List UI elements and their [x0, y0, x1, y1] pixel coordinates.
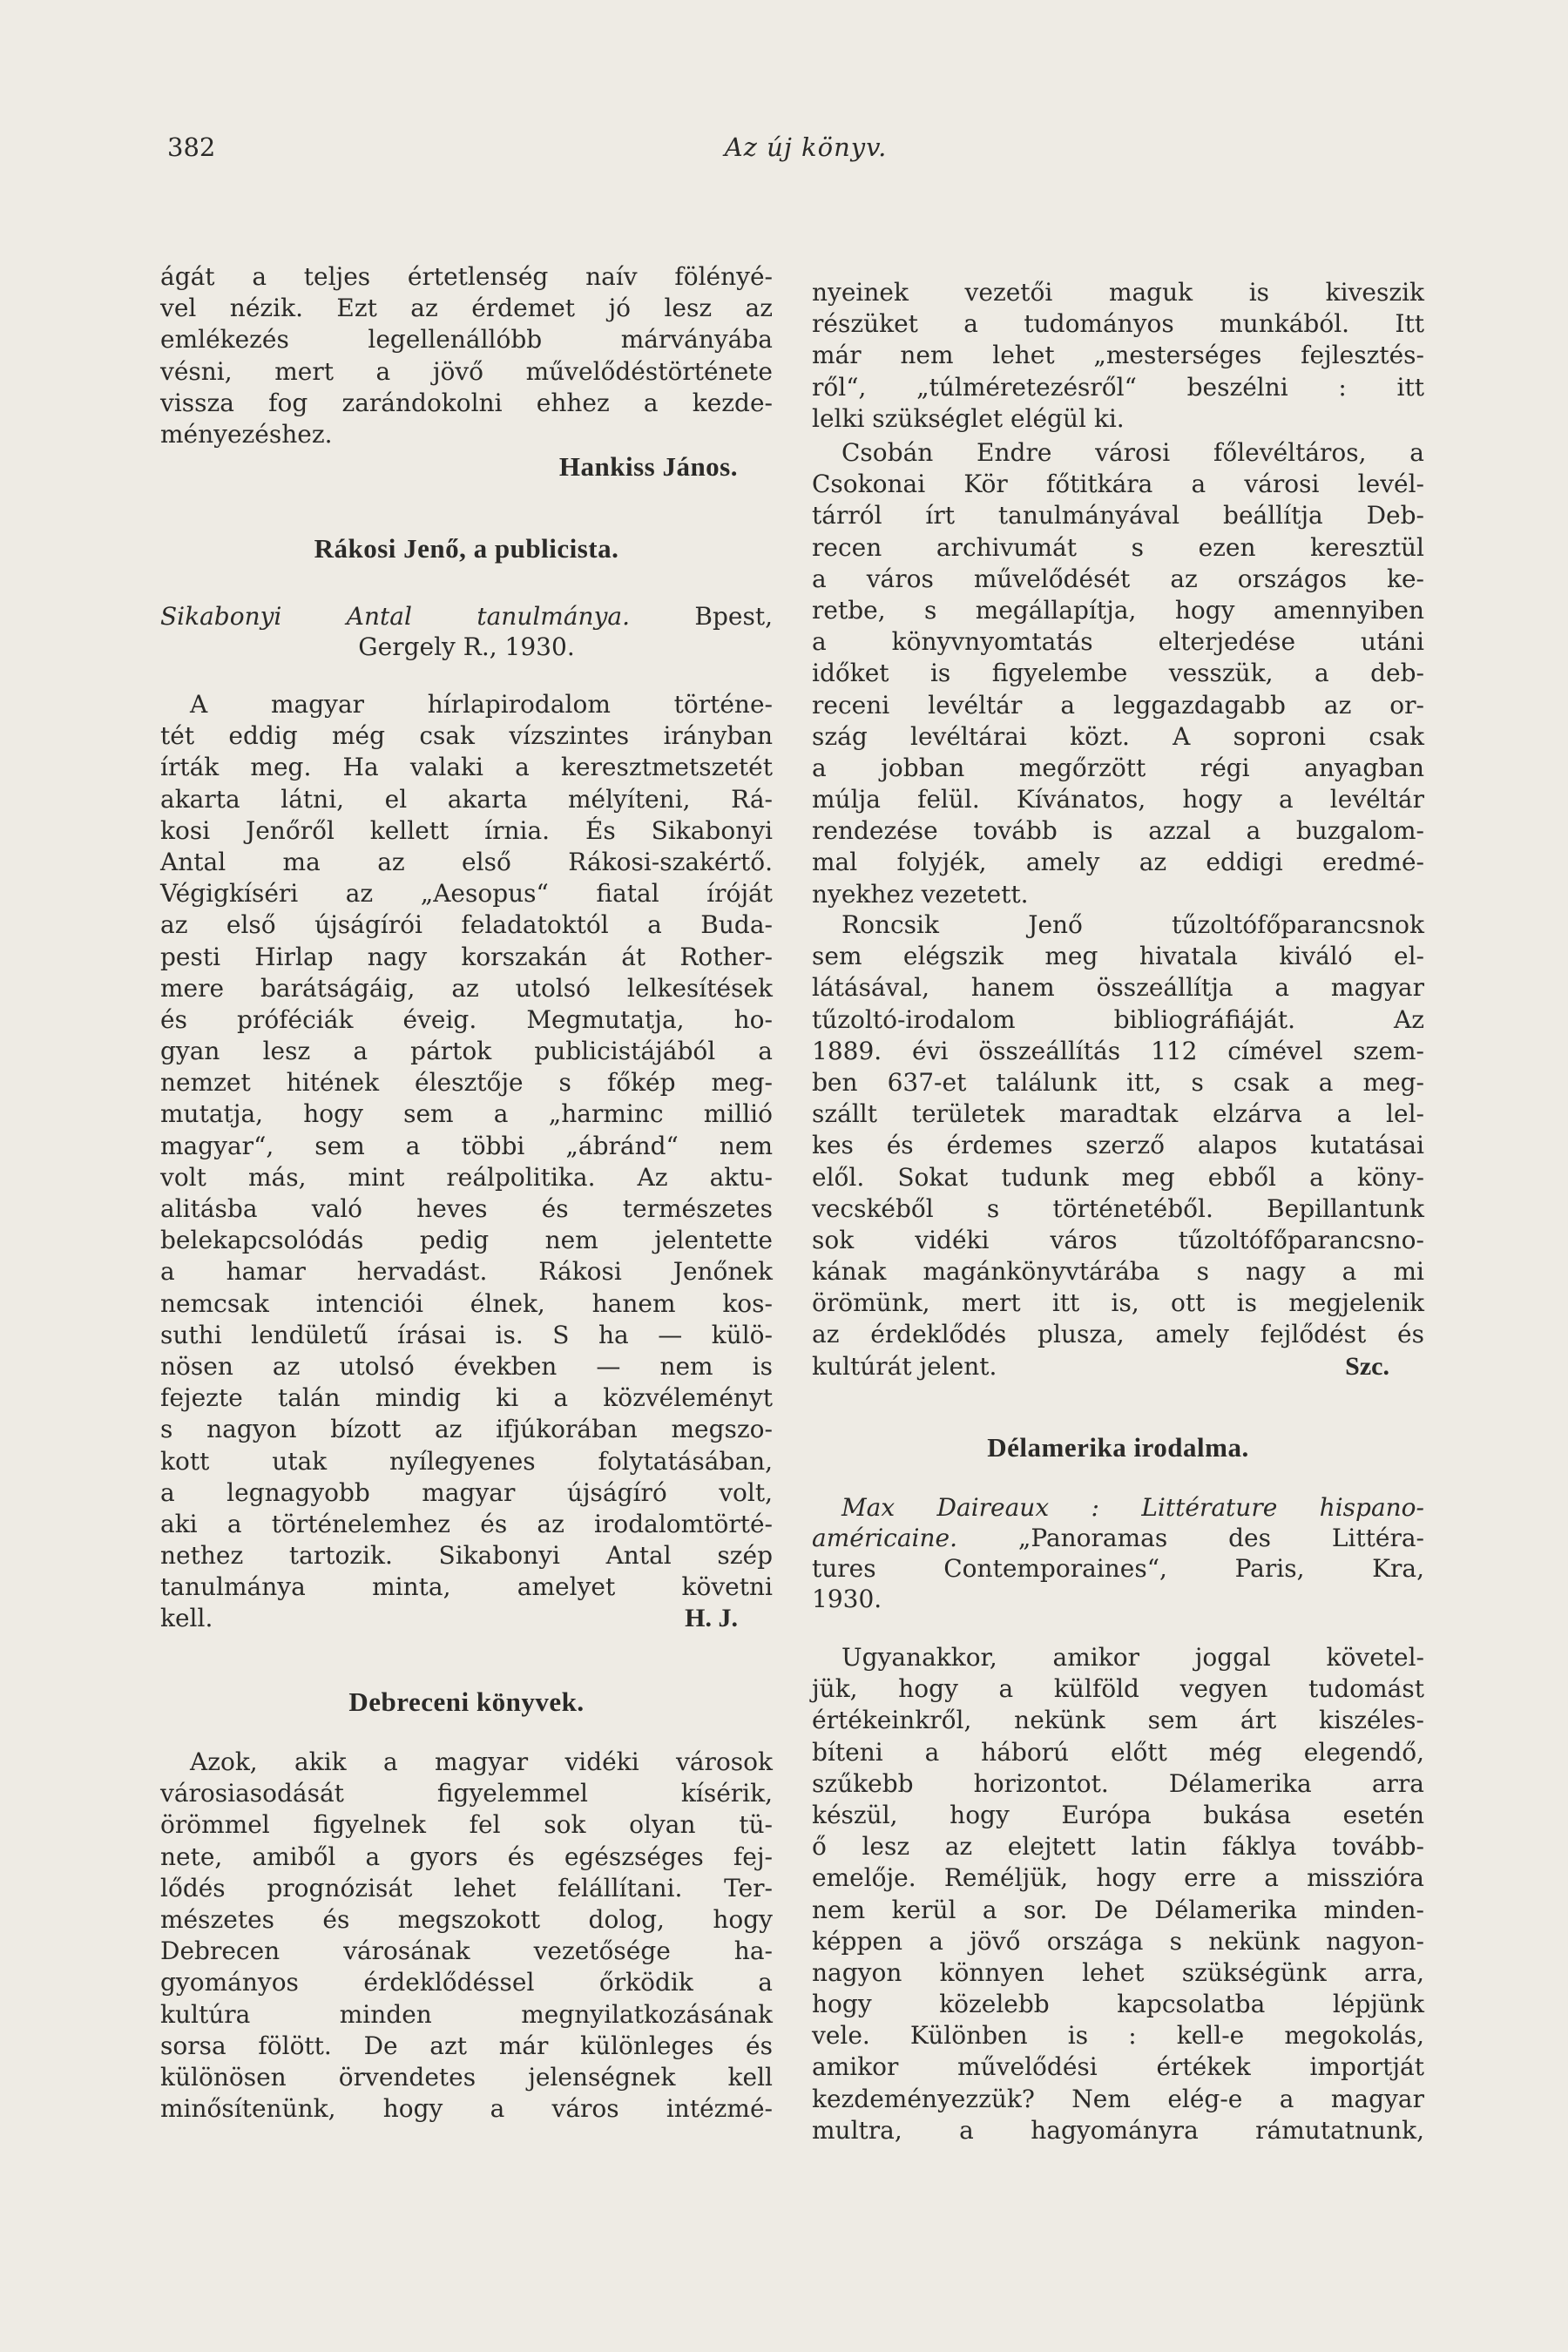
line-text: és próféciák éveig. Megmutatja, ho- [160, 1004, 773, 1034]
line-text: ményezéshez. [160, 419, 333, 449]
paragraph [160, 261, 773, 450]
line-text: kának magánkönyvtárába s nagy a mi [812, 1257, 1424, 1287]
text-line [160, 1904, 773, 1936]
line-text: Ugyanakkor, amikor joggal követel- [841, 1643, 1424, 1672]
text-line [160, 720, 773, 752]
line-text: készül, hogy Európa bukása esetén [812, 1800, 1424, 1829]
line-text: értékeinkről, nekünk sem árt kiszéles- [812, 1706, 1424, 1735]
text-line [160, 1809, 773, 1841]
text-line [812, 1351, 1424, 1382]
line-text: sem elégszik meg hivatala kiváló el- [812, 942, 1424, 971]
line-text: magyar“, sem a többi „ábránd“ nem [160, 1131, 773, 1160]
author-signature: Szc. [1345, 1351, 1389, 1381]
citation-line [160, 601, 773, 632]
line-text: 1889. évi összeállítás 112 címével szem- [812, 1036, 1424, 1065]
line-text: alitásba való heves és természetes [160, 1194, 773, 1223]
line-text: örömünk, mert itt is, ott is megjelenik [812, 1288, 1424, 1318]
text-line [812, 753, 1424, 784]
text-line [160, 689, 773, 720]
text-line [812, 1831, 1424, 1862]
text-line [812, 437, 1424, 469]
page-number: 382 [167, 132, 216, 162]
text-line [160, 909, 773, 941]
line-text: tárról írt tanulmányával beállítja Deb- [812, 501, 1424, 531]
line-text: nagyon könnyen lehet szükségünk arra, [812, 1957, 1424, 1987]
text-line [812, 1067, 1424, 1098]
line-text: akarta látni, el akarta mélyíteni, Rá- [160, 784, 773, 814]
text-line [812, 403, 1424, 435]
text-line [812, 815, 1424, 847]
line-text: Csobán Endre városi főlevéltáros, a [841, 438, 1424, 467]
line-text: ről“, „túlméretezésről“ beszélni : itt [812, 372, 1424, 402]
line-text: tanulmánya minta, amelyet követni [160, 1572, 773, 1602]
text-line [812, 500, 1424, 531]
paragraph [160, 689, 773, 1635]
citation-title: américaine. [812, 1524, 957, 1552]
line-text: képpen a jövő országa s nekünk nagyon- [812, 1926, 1424, 1956]
text-line [812, 1642, 1424, 1673]
text-line [160, 815, 773, 847]
line-text: lődés prognózisát lehet felállítani. Ter- [160, 1873, 773, 1903]
text-line [812, 626, 1424, 658]
citation-details: 1930. [812, 1585, 882, 1613]
text-line [160, 1036, 773, 1067]
line-text: mere barátságáig, az utolsó lelkesítések [160, 973, 773, 1003]
citation-details: Gergely R., 1930. [358, 632, 575, 661]
line-text: már nem lehet „mesterséges fejlesztés- [812, 341, 1424, 370]
line-text: nem kerül a sor. De Délamerika minden- [812, 1895, 1424, 1924]
paragraph [160, 1747, 773, 2125]
signature-text: Hankiss János. [558, 451, 738, 482]
text-line [160, 1225, 773, 1256]
text-line [812, 340, 1424, 371]
heading-text: Délamerika irodalma. [987, 1432, 1249, 1463]
text-line [160, 1098, 773, 1130]
text-line [160, 878, 773, 909]
line-text: jük, hogy a külföld vegyen tudomást [812, 1674, 1424, 1704]
line-text: lelki szükséglet elégül ki. [812, 403, 1125, 433]
line-text: nemcsak intenciói élnek, hanem kos- [160, 1288, 773, 1318]
line-text: szág levéltárai közt. A soproni csak [812, 721, 1424, 751]
text-line [812, 1162, 1424, 1193]
section-heading [812, 1432, 1424, 1463]
text-line [160, 388, 773, 419]
text-line [160, 324, 773, 355]
text-line [812, 1225, 1424, 1256]
paragraph [812, 437, 1424, 910]
paragraph [812, 1642, 1424, 2146]
text-line [160, 1004, 773, 1036]
text-line [160, 1320, 773, 1351]
text-line [160, 847, 773, 878]
citation-details: Bpest, [630, 602, 773, 631]
line-text: kes és érdemes szerző alapos kutatásai [812, 1131, 1424, 1160]
citation-line [812, 1523, 1424, 1553]
line-text: kell. [160, 1604, 213, 1633]
author-signature: H. J. [685, 1604, 738, 1633]
text-line [812, 1319, 1424, 1350]
line-text: mal folyjék, amely az eddigi eredmé- [812, 848, 1424, 877]
text-line [812, 972, 1424, 1004]
line-text: a város művelődését az országos ke- [812, 564, 1424, 593]
citation-details: tures Contemporaines“, Paris, Kra, [812, 1554, 1424, 1583]
line-text: örömmel figyelnek fel sok olyan tü- [160, 1810, 773, 1840]
text-line [160, 2062, 773, 2093]
text-line [812, 1705, 1424, 1736]
text-line [812, 1957, 1424, 1989]
text-line [812, 847, 1424, 878]
text-line [812, 1673, 1424, 1705]
line-text: szűkebb horizontot. Délamerika arra [812, 1768, 1424, 1798]
text-line [812, 879, 1424, 910]
text-line [160, 1999, 773, 2031]
citation-title: Sikabonyi Antal tanulmánya. [160, 602, 630, 631]
line-text: kott utak nyílegyenes folytatásában, [160, 1446, 773, 1476]
text-line [812, 1193, 1424, 1225]
text-line [160, 752, 773, 783]
line-text: pesti Hirlap nagy korszakán át Rother- [160, 942, 773, 971]
text-line [812, 784, 1424, 815]
line-text: tét eddig még csak vízszintes irányban [160, 721, 773, 751]
citation-line [160, 632, 773, 662]
text-line [160, 1967, 773, 1998]
text-line [812, 1862, 1424, 1894]
line-text: kultúra minden megnyilatkozásának [160, 1999, 773, 2029]
line-text: multra, a hagyományra rámutatnunk, [812, 2115, 1424, 2145]
citation-line [812, 1553, 1424, 1584]
text-line [812, 1130, 1424, 1161]
line-text: Csokonai Kör főtitkára a városi levél- [812, 470, 1424, 499]
text-line [160, 2093, 773, 2125]
text-line [160, 356, 773, 388]
text-line [160, 1747, 773, 1778]
paragraph [812, 909, 1424, 1382]
text-line [160, 784, 773, 815]
text-line [160, 1256, 773, 1288]
text-line [812, 1989, 1424, 2020]
text-line [812, 1098, 1424, 1130]
text-line [160, 1162, 773, 1193]
line-text: ben 637-et találunk itt, s csak a meg- [812, 1067, 1424, 1097]
text-line [812, 2084, 1424, 2115]
text-line [160, 1571, 773, 1603]
text-line [160, 1131, 773, 1162]
line-text: vésni, mert a jövő művelődéstörténete [160, 356, 773, 386]
book-citation [812, 1492, 1424, 1614]
line-text: volt más, mint reálpolitika. Az aktu- [160, 1162, 773, 1192]
text-line [812, 2051, 1424, 2083]
text-line [812, 277, 1424, 308]
line-text: városiasodását figyelemmel kísérik, [160, 1779, 773, 1808]
line-text: a jobban megőrzött régi anyagban [812, 753, 1424, 782]
text-line [812, 469, 1424, 500]
line-text: elől. Sokat tudunk meg ebből a köny- [812, 1162, 1424, 1192]
line-text: kultúrát jelent. [812, 1351, 997, 1381]
line-text: vecskéből s történetéből. Bepillantunk [812, 1193, 1424, 1223]
line-text: Debrecen városának vezetősége ha- [160, 1936, 773, 1966]
text-line [160, 1540, 773, 1571]
line-text: látásával, hanem összeállítja a magyar [812, 973, 1424, 1003]
text-line [812, 1004, 1424, 1036]
line-text: A magyar hírlapirodalom történe- [190, 690, 773, 719]
line-text: mészetes és megszokott dolog, hogy [160, 1904, 773, 1934]
text-line [160, 1446, 773, 1477]
text-line [812, 1895, 1424, 1926]
line-text: hogy közelebb kapcsolatba lépjünk [812, 1990, 1424, 2019]
line-text: tűzoltó-irodalom bibliográfiáját. Az [812, 1004, 1424, 1034]
text-line [812, 1800, 1424, 1831]
text-line [812, 1288, 1424, 1319]
line-text: recen archivumát s ezen keresztül [812, 532, 1424, 562]
text-line [812, 532, 1424, 564]
text-line [160, 261, 773, 293]
line-text: kezdeményezzük? Nem elég-e a magyar [812, 2084, 1424, 2113]
line-text: rendezése tovább is azzal a buzgalom- [812, 816, 1424, 846]
line-text: Antal ma az első Rákosi-szakértő. [160, 847, 773, 876]
text-line [812, 1036, 1424, 1067]
author-signature [160, 451, 773, 483]
line-text: gyan lesz a pártok publicistájából a [160, 1037, 773, 1066]
text-line [160, 1067, 773, 1098]
line-text: szállt területek maradtak elzárva a lel- [812, 1099, 1424, 1129]
line-text: vissza fog zarándokolni ehhez a kezde- [160, 388, 773, 417]
text-line [160, 1842, 773, 1873]
citation-line [812, 1584, 1424, 1614]
line-text: a könyvnyomtatás elterjedése utáni [812, 627, 1424, 657]
line-text: minősítenünk, hogy a város intézmé- [160, 2094, 773, 2124]
text-line [812, 1737, 1424, 1768]
line-text: retbe, s megállapítja, hogy amennyiben [812, 595, 1424, 625]
text-line [160, 1603, 773, 1634]
section-heading [160, 533, 773, 564]
text-line [160, 1477, 773, 1509]
text-line [160, 1509, 773, 1540]
citation-title: Max Daireaux : Littérature hispano- [841, 1493, 1424, 1522]
line-text: Végigkíséri az „Aesopus“ fiatal íróját [160, 879, 773, 909]
text-line [160, 293, 773, 324]
text-line [160, 1873, 773, 1904]
text-line [160, 1414, 773, 1445]
line-text: sok vidéki város tűzoltófőparancsno- [812, 1225, 1424, 1254]
line-text: az érdeklődés plusza, amely fejlődést és [812, 1320, 1424, 1349]
line-text: ágát a teljes értetlenség naív fölényé- [160, 262, 773, 291]
text-line [160, 419, 773, 450]
line-text: belekapcsolódás pedig nem jelentette [160, 1226, 773, 1255]
text-line [160, 2031, 773, 2062]
line-text: nyekhez vezetett. [812, 879, 1029, 909]
line-text: nemzet hitének élesztője s főkép meg- [160, 1068, 773, 1098]
heading-text: Debreceni könyvek. [348, 1686, 585, 1717]
line-text: receni levéltár a leggazdagabb az or- [812, 690, 1424, 720]
line-text: különösen örvendetes jelenségnek kell [160, 2062, 773, 2092]
text-line [812, 1926, 1424, 1957]
line-text: múlja felül. Kívánatos, hogy a levéltár [812, 785, 1424, 814]
line-text: amikor művelődési értékek importját [812, 2052, 1424, 2082]
line-text: a legnagyobb magyar újságíró volt, [160, 1477, 773, 1507]
heading-text: Rákosi Jenő, a publicista. [314, 533, 619, 564]
line-text: suthi lendületű írásai is. S ha — külö- [160, 1320, 773, 1349]
text-line [160, 942, 773, 973]
text-line [812, 595, 1424, 626]
section-heading [160, 1686, 773, 1718]
line-text: s nagyon bízott az ifjúkorában megszo- [160, 1415, 773, 1444]
text-line [160, 1382, 773, 1414]
line-text: nösen az utolsó években — nem is [160, 1351, 773, 1381]
citation-line [812, 1492, 1424, 1523]
line-text: Azok, akik a magyar vidéki városok [190, 1747, 773, 1776]
line-text: nyeinek vezetői maguk is kiveszik [812, 278, 1424, 307]
line-text: Roncsik Jenő tűzoltófőparancsnok [841, 910, 1424, 939]
line-text: vele. Különben is : kell-e megokolás, [812, 2021, 1424, 2051]
line-text: kosi Jenőről kellett írnia. És Sikabonyi [160, 815, 773, 845]
line-text: emelője. Reméljük, hogy erre a misszióra [812, 1863, 1424, 1893]
text-line [160, 1193, 773, 1225]
line-text: nethez tartozik. Sikabonyi Antal szép [160, 1541, 773, 1571]
citation-details: „Panoramas des Littéra- [957, 1524, 1424, 1552]
text-line [812, 721, 1424, 753]
line-text: vel nézik. Ezt az érdemet jó lesz az [160, 294, 773, 323]
text-line [812, 1768, 1424, 1800]
text-line [812, 2020, 1424, 2051]
text-line [812, 1256, 1424, 1288]
paragraph [812, 277, 1424, 435]
line-text: nete, amiből a gyors és egészséges fej- [160, 1842, 773, 1871]
text-line [812, 909, 1424, 941]
text-line [160, 973, 773, 1004]
text-line [812, 690, 1424, 721]
line-text: részüket a tudományos munkából. Itt [812, 309, 1424, 339]
line-text: aki a történelemhez és az irodalomtörté- [160, 1509, 773, 1538]
text-line [160, 1351, 773, 1382]
text-line [160, 1778, 773, 1809]
text-line [160, 1288, 773, 1320]
line-text: emlékezés legellenállóbb márványába [160, 325, 773, 355]
text-line [812, 2115, 1424, 2146]
text-line [812, 564, 1424, 595]
line-text: a hamar hervadást. Rákosi Jenőnek [160, 1257, 773, 1287]
line-text: bíteni a háború előtt még elegendő, [812, 1737, 1424, 1767]
line-text: ő lesz az elejtett latin fáklya tovább- [812, 1832, 1424, 1862]
text-line [812, 372, 1424, 403]
line-text: gyományos érdeklődéssel őrködik a [160, 1968, 773, 1997]
line-text: mutatja, hogy sem a „harminc millió [160, 1099, 773, 1129]
text-line [812, 658, 1424, 689]
text-line [812, 941, 1424, 972]
line-text: sorsa fölött. De azt már különleges és [160, 2031, 773, 2060]
line-text: fejezte talán mindig ki a közvéleményt [160, 1383, 773, 1413]
running-title: Az új könyv. [724, 132, 888, 162]
line-text: időket is figyelembe vesszük, a deb- [812, 659, 1424, 688]
line-text: írták meg. Ha valaki a keresztmetszetét [160, 753, 773, 782]
line-text: az első újságírói feladatoktól a Buda- [160, 910, 773, 940]
text-line [812, 308, 1424, 340]
book-citation [160, 601, 773, 662]
text-line [160, 1936, 773, 1967]
